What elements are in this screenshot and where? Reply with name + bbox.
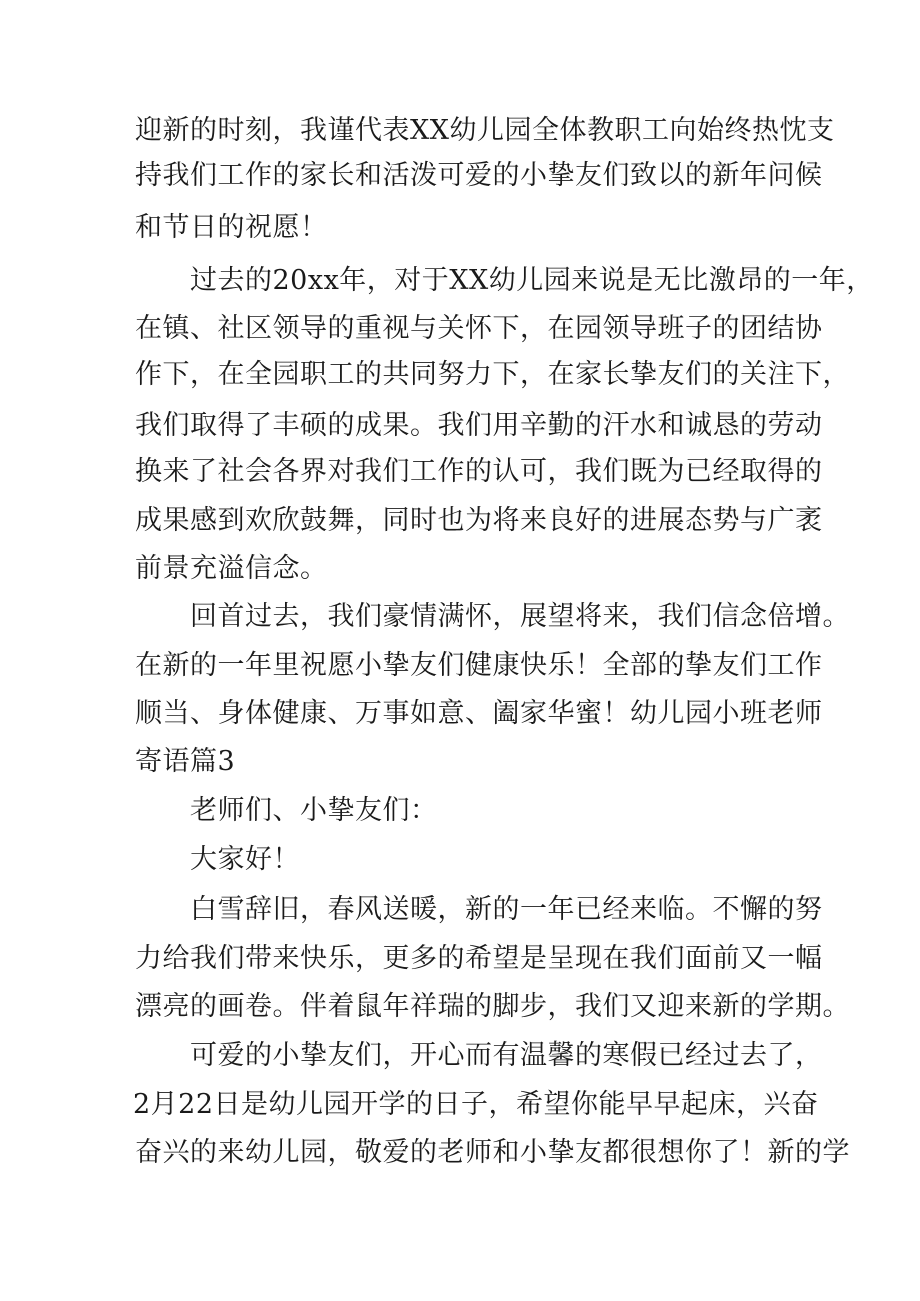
text-line: 寄语篇3: [135, 746, 236, 777]
text-line: 在新的一年里祝愿小挚友们健康快乐！全部的挚友们工作: [135, 650, 823, 681]
text-line: 老师们、小挚友们：: [190, 795, 438, 826]
text-line: 大家好！: [190, 844, 300, 875]
text-line: 可爱的小挚友们，开心而有温馨的寒假已经过去了，: [190, 1040, 823, 1071]
text-line: 2月22日是幼儿园开学的日子，希望你能早早起床，兴奋: [133, 1089, 819, 1120]
text-line: 迎新的时刻，我谨代表XX幼儿园全体教职工向始终热忱支: [135, 115, 835, 146]
text-line: 作下，在全园职工的共同努力下，在家长挚友们的关注下，: [135, 359, 850, 390]
text-line: 过去的20xx年，对于XX幼儿园来说是无比激昂的一年，: [190, 265, 874, 296]
text-line: 回首过去，我们豪情满怀，展望将来，我们信念倍增。: [190, 601, 850, 632]
text-line: 力给我们带来快乐，更多的希望是呈现在我们面前又一幅: [135, 943, 823, 974]
text-line: 换来了社会各界对我们工作的认可，我们既为已经取得的: [135, 456, 823, 487]
text-line: 顺当、身体健康、万事如意、阖家华蜜！幼儿园小班老师: [135, 698, 823, 729]
text-line: 成果感到欢欣鼓舞，同时也为将来良好的进展态势与广袤: [135, 505, 823, 536]
text-line: 在镇、社区领导的重视与关怀下，在园领导班子的团结协: [135, 313, 823, 344]
text-line: 奋兴的来幼儿园，敬爱的老师和小挚友都很想你了！新的学: [135, 1137, 850, 1168]
text-line: 我们取得了丰硕的成果。我们用辛勤的汗水和诚恳的劳动: [135, 410, 823, 441]
text-line: 和节日的祝愿！: [135, 212, 328, 243]
text-line: 持我们工作的家长和活泼可爱的小挚友们致以的新年问候: [135, 160, 823, 191]
text-line: 漂亮的画卷。伴着鼠年祥瑞的脚步，我们又迎来新的学期。: [135, 991, 850, 1022]
text-line: 白雪辞旧，春风送暖，新的一年已经来临。不懈的努: [190, 894, 823, 925]
text-line: 前景充溢信念。: [135, 553, 328, 584]
